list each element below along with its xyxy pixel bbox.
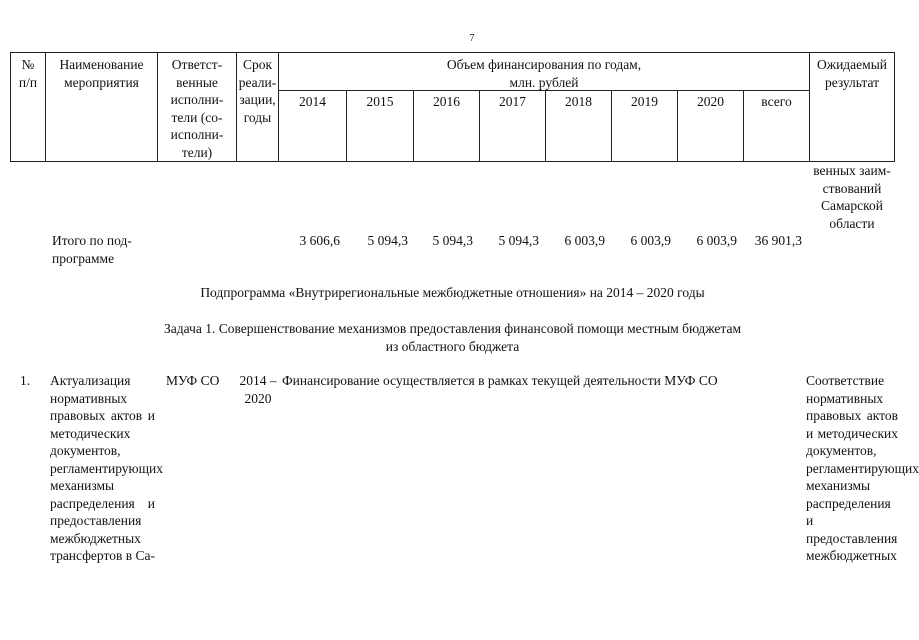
header-year: 2015 bbox=[366, 94, 394, 109]
header-year-total: всего bbox=[761, 94, 792, 109]
header-name: Наименование мероприятия bbox=[59, 57, 144, 90]
page-number: 7 bbox=[469, 33, 475, 44]
header-year: 2019 bbox=[631, 94, 658, 109]
continuation-result: венных заим- ствований Самарской области bbox=[813, 163, 891, 231]
header-year: 2014 bbox=[299, 94, 326, 109]
total-value: 6 003,9 bbox=[630, 233, 671, 248]
total-value: 3 606,6 bbox=[299, 233, 340, 248]
header-result: Ожидаемый результат bbox=[817, 57, 887, 90]
total-value: 6 003,9 bbox=[696, 233, 737, 248]
total-value: 5 094,3 bbox=[498, 233, 539, 248]
total-value: 5 094,3 bbox=[367, 233, 408, 248]
header-year: 2017 bbox=[499, 94, 526, 109]
header-year: 2016 bbox=[433, 94, 460, 109]
header-num: № п/п bbox=[18, 57, 38, 90]
header-year: 2018 bbox=[565, 94, 592, 109]
row1-result: Соответствие нормативных правовых актов и методических документов, регламентирующих механизмы распределения и предоставления межбюджетных bbox=[806, 373, 919, 563]
total-value-sum: 36 901,3 bbox=[754, 233, 802, 248]
total-label: Итого по под- программе bbox=[52, 233, 132, 266]
total-value: 5 094,3 bbox=[432, 233, 473, 248]
header-funding-title: Объем финансирования по годам, млн. рублей bbox=[446, 57, 642, 90]
header-executors: Ответст- венные исполни- тели (со- исполни- тели) bbox=[170, 57, 224, 160]
header-year: 2020 bbox=[697, 94, 724, 109]
task-title: Задача 1. Совершенствование механизмов предоставления финансовой помощи местным бюджетам из областного бюджета bbox=[163, 321, 741, 354]
row1-term: 2014 – 2020 bbox=[239, 373, 277, 406]
header-term: Срок реали- зации, годы bbox=[238, 57, 277, 125]
row1-executor: МУФ СО bbox=[166, 373, 220, 388]
row1-num: 1. bbox=[20, 373, 31, 388]
subprogram-title: Подпрограмма «Внутрирегиональные межбюджетные отношения» на 2014 – 2020 годы bbox=[200, 285, 705, 300]
total-value: 6 003,9 bbox=[564, 233, 605, 248]
row1-funding-note: Финансирование осуществляется в рамках текущей деятельности МУФ СО bbox=[282, 373, 718, 388]
row1-name: Актуализация нормативных правовых актов и методических документов, регламентирующих механизмы распределения и предоставления межбюджетных трансфертов в Са- bbox=[50, 373, 163, 563]
